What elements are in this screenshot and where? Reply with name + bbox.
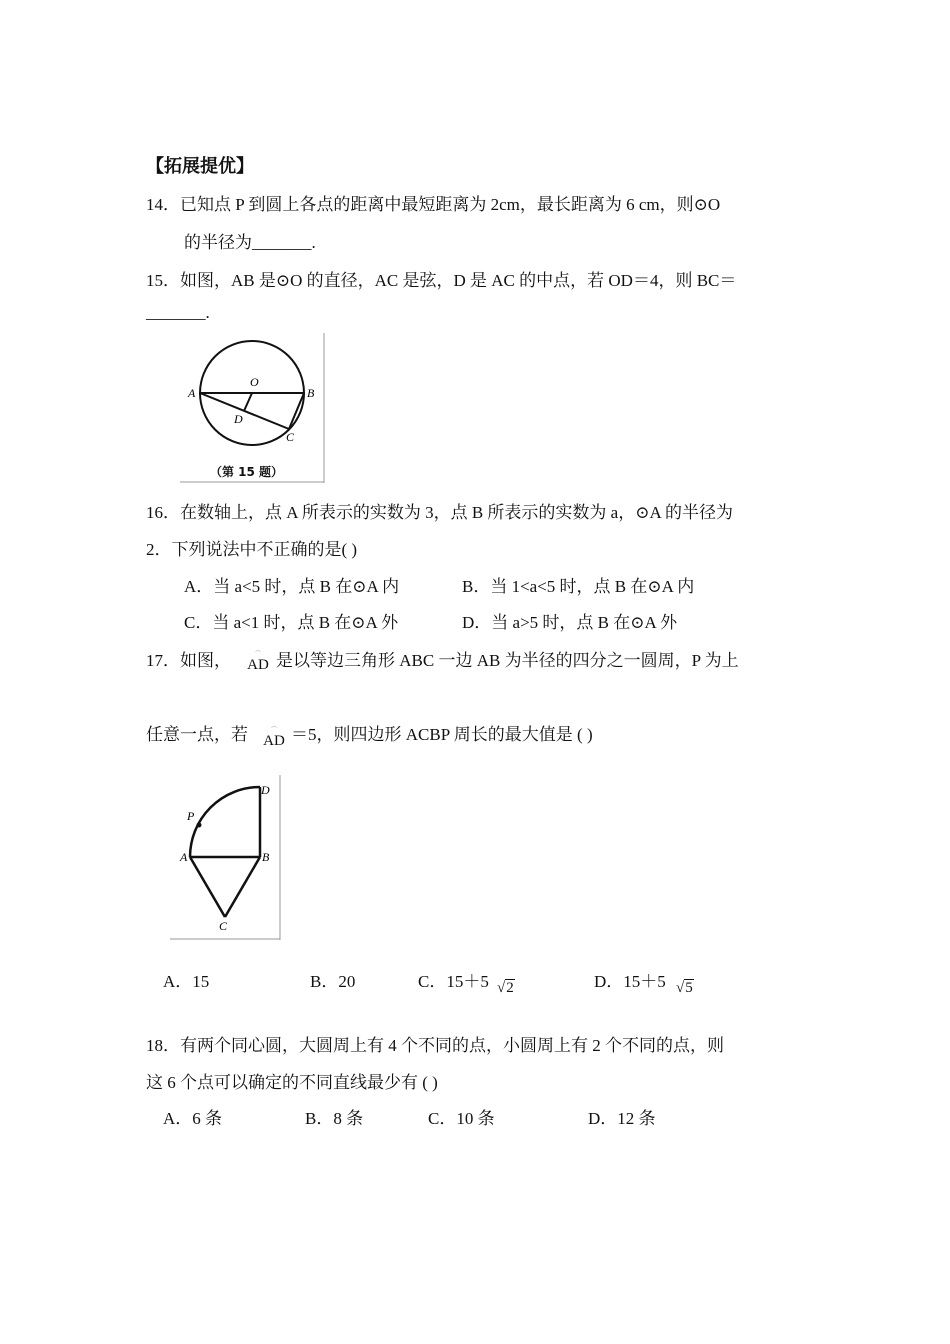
segment-bc: [225, 857, 260, 917]
q17-arc-ad-2: ⌒ AD: [260, 728, 288, 749]
label-b: B: [307, 386, 315, 400]
q17-option-d-sqrt: √5: [676, 980, 693, 996]
point-p: [197, 823, 202, 828]
figure-17: [170, 775, 282, 941]
sqrt-sign: √: [676, 980, 685, 996]
label-a: A: [188, 386, 196, 400]
q17-rest2: ＝5，则四边形 ACBP 周长的最大值是 ( ): [291, 725, 593, 744]
label-c: C: [286, 430, 295, 444]
arc-mark: ⌒: [270, 728, 277, 734]
q16-line1: 16．在数轴上，点 A 所表示的实数为 3，点 B 所表示的实数为 a，⊙A 的半径为: [146, 503, 734, 522]
figure-15: [180, 333, 326, 483]
label-d: D: [261, 783, 270, 797]
q17-rest1: 是以等边三角形 ABC 一边 AB 为半径的四分之一圆周，P 为上: [276, 651, 739, 670]
label-a: A: [180, 850, 188, 864]
q17-option-d: D．15＋5: [594, 972, 666, 991]
q18-option-a: A．6 条: [163, 1109, 223, 1128]
q18-option-d: D．12 条: [588, 1109, 656, 1128]
q17-option-a: A．15: [163, 972, 210, 991]
q16-option-d: D．当 a>5 时，点 B 在⊙A 外: [462, 613, 678, 632]
q16-option-a: A．当 a<5 时，点 B 在⊙A 内: [184, 577, 400, 596]
q17-option-b: B．20: [310, 972, 356, 991]
q16-line2: 2．下列说法中不正确的是( ): [146, 540, 358, 559]
figure-15-diagram: [180, 333, 326, 483]
label-o: O: [250, 375, 259, 389]
arc-mark: ⌒: [254, 652, 261, 658]
q14-line1: 14．已知点 P 到圆上各点的距离中最短距离为 2cm，最长距离为 6 cm，则⊙O: [146, 195, 721, 214]
q15-line2: _______.: [146, 303, 210, 322]
q17-prefix2: 任意一点，若: [146, 725, 248, 744]
sqrt-sign: √: [497, 980, 506, 996]
q18-line2: 这 6 个点可以确定的不同直线最少有 ( ): [146, 1073, 438, 1092]
q14-line2: 的半径为_______.: [184, 233, 316, 252]
label-c: C: [219, 919, 228, 933]
label-p: P: [187, 809, 195, 823]
figure-17-diagram: [170, 775, 282, 941]
q15-line1: 15．如图，AB 是⊙O 的直径，AC 是弦，D 是 AC 的中点，若 OD＝4，则 BC＝: [146, 271, 737, 290]
label-b: B: [262, 850, 270, 864]
q17-prefix: 17．如图，: [146, 651, 231, 670]
q18-option-c: C．10 条: [428, 1109, 495, 1128]
section-heading: 【拓展提优】: [146, 156, 254, 176]
label-d: D: [234, 412, 243, 426]
segment-od: [244, 393, 252, 411]
q18-option-b: B．8 条: [305, 1109, 364, 1128]
q17-option-c-sqrt: √2: [497, 980, 514, 996]
figure-15-caption: （第 15 题）: [210, 465, 284, 479]
q16-option-c: C．当 a<1 时，点 B 在⊙A 外: [184, 613, 399, 632]
q18-line1: 18．有两个同心圆，大圆周上有 4 个不同的点，小圆周上有 2 个不同的点，则: [146, 1036, 724, 1055]
q17-arc-ad-1: ⌒ AD: [244, 652, 272, 673]
segment-ac: [190, 857, 225, 917]
q16-option-b: B．当 1<a<5 时，点 B 在⊙A 内: [462, 577, 695, 596]
q17-option-c: C．15＋5: [418, 972, 489, 991]
arc-ad: [190, 787, 260, 857]
